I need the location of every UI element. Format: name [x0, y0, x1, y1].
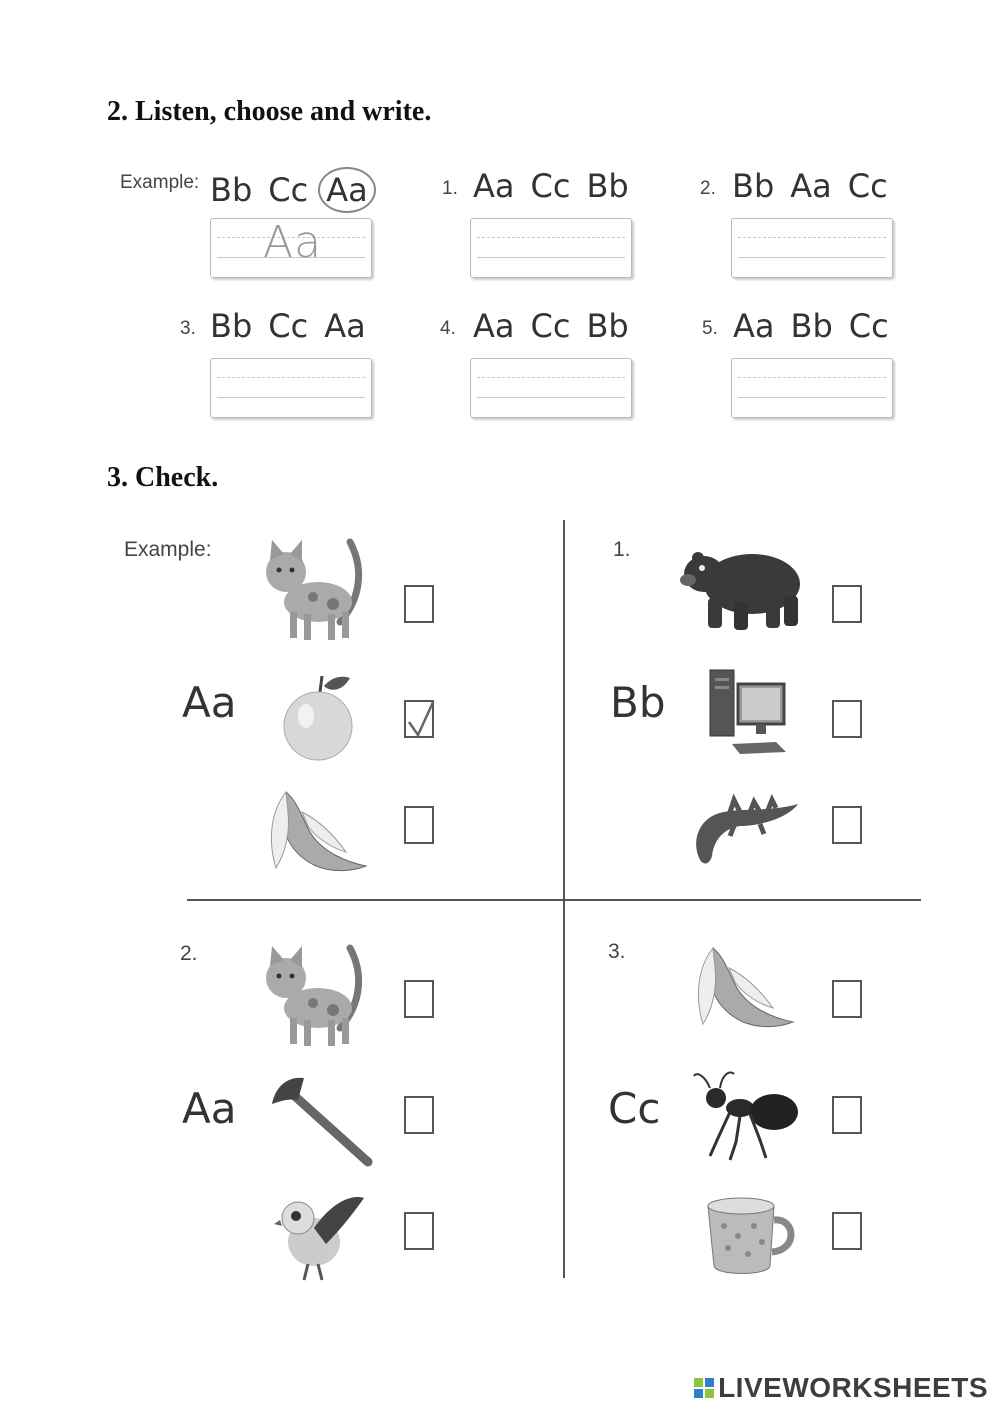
bear-icon: [680, 540, 806, 634]
example-letter-choices: [210, 167, 392, 213]
crocodile-icon: [690, 790, 800, 868]
quadrant-number: 2.: [180, 942, 198, 965]
checkbox[interactable]: [404, 1212, 434, 1250]
checkbox[interactable]: [832, 1212, 862, 1250]
letter-choices-1: [473, 167, 645, 205]
letter-choices-4: [473, 307, 645, 345]
letter-choice[interactable]: Aa: [473, 307, 515, 345]
checkbox[interactable]: [832, 585, 862, 623]
answer-box-1[interactable]: [470, 218, 632, 278]
checkbox[interactable]: [832, 806, 862, 844]
logo-mark-icon: [694, 1378, 714, 1398]
answer-box-5[interactable]: [731, 358, 893, 418]
letter-choice: Cc: [268, 171, 309, 209]
cat-icon: [258, 532, 368, 644]
checkbox[interactable]: [832, 980, 862, 1018]
letter-choices-2: [732, 167, 904, 205]
horizontal-divider: [187, 899, 921, 901]
quadrant-letter: Aa: [182, 1084, 237, 1133]
axe-icon: [268, 1074, 378, 1172]
item-number: 2.: [700, 178, 716, 199]
checkbox[interactable]: [404, 980, 434, 1018]
checkbox[interactable]: [404, 806, 434, 844]
answer-box-2[interactable]: [731, 218, 893, 278]
quadrant-number: 1.: [613, 538, 631, 561]
letter-choice[interactable]: Aa: [324, 307, 366, 345]
letter-choice[interactable]: Bb: [586, 307, 629, 345]
letter-choice[interactable]: Cc: [530, 307, 571, 345]
checkmark-icon: [406, 702, 436, 740]
checkbox[interactable]: [832, 700, 862, 738]
letter-choice[interactable]: Bb: [586, 167, 629, 205]
answer-box-4[interactable]: [470, 358, 632, 418]
example-label: Example:: [120, 172, 200, 193]
quadrant-letter: Aa: [182, 678, 237, 727]
item-number: 1.: [442, 178, 458, 199]
traced-answer: Aa: [263, 217, 323, 268]
letter-choice[interactable]: Cc: [847, 167, 888, 205]
checkbox[interactable]: [404, 1096, 434, 1134]
letter-choice[interactable]: Aa: [733, 307, 775, 345]
checkbox-checked[interactable]: [404, 700, 434, 738]
item-number: 3.: [180, 318, 196, 339]
section-2-heading: 2. Listen, choose and write.: [107, 96, 432, 127]
quadrant-number: 3.: [608, 940, 626, 963]
letter-choice[interactable]: Cc: [530, 167, 571, 205]
bird-icon: [274, 1188, 368, 1284]
ant-icon: [690, 1068, 802, 1164]
letter-choice[interactable]: Bb: [210, 307, 253, 345]
item-number: 5.: [702, 318, 718, 339]
banana-icon: [266, 782, 370, 878]
section-3-heading: 3. Check.: [107, 462, 219, 493]
letter-choices-3: [210, 307, 382, 345]
cup-icon: [704, 1196, 800, 1280]
logo-text: LIVEWORKSHEETS: [718, 1372, 988, 1403]
computer-icon: [706, 666, 790, 756]
liveworksheets-logo: [694, 1372, 988, 1404]
letter-choice[interactable]: Aa: [790, 167, 832, 205]
checkbox[interactable]: [832, 1096, 862, 1134]
example-answer-box: [210, 218, 372, 278]
example-label: Example:: [124, 538, 212, 561]
letter-choice[interactable]: Aa: [473, 167, 515, 205]
letter-choice[interactable]: Bb: [790, 307, 833, 345]
apple-icon: [280, 672, 360, 764]
item-number: 4.: [440, 318, 456, 339]
letter-choice[interactable]: Bb: [732, 167, 775, 205]
checkbox[interactable]: [404, 585, 434, 623]
quadrant-letter: Bb: [610, 678, 666, 727]
answer-box-3[interactable]: [210, 358, 372, 418]
letter-choice[interactable]: Cc: [268, 307, 309, 345]
circled-letter-choice: Aa: [318, 167, 376, 213]
banana-icon: [690, 938, 800, 1034]
letter-choice: Bb: [210, 171, 253, 209]
letter-choice[interactable]: Cc: [848, 307, 889, 345]
cat-icon: [258, 938, 368, 1050]
quadrant-letter: Cc: [608, 1084, 661, 1133]
letter-choices-5: [733, 307, 905, 345]
